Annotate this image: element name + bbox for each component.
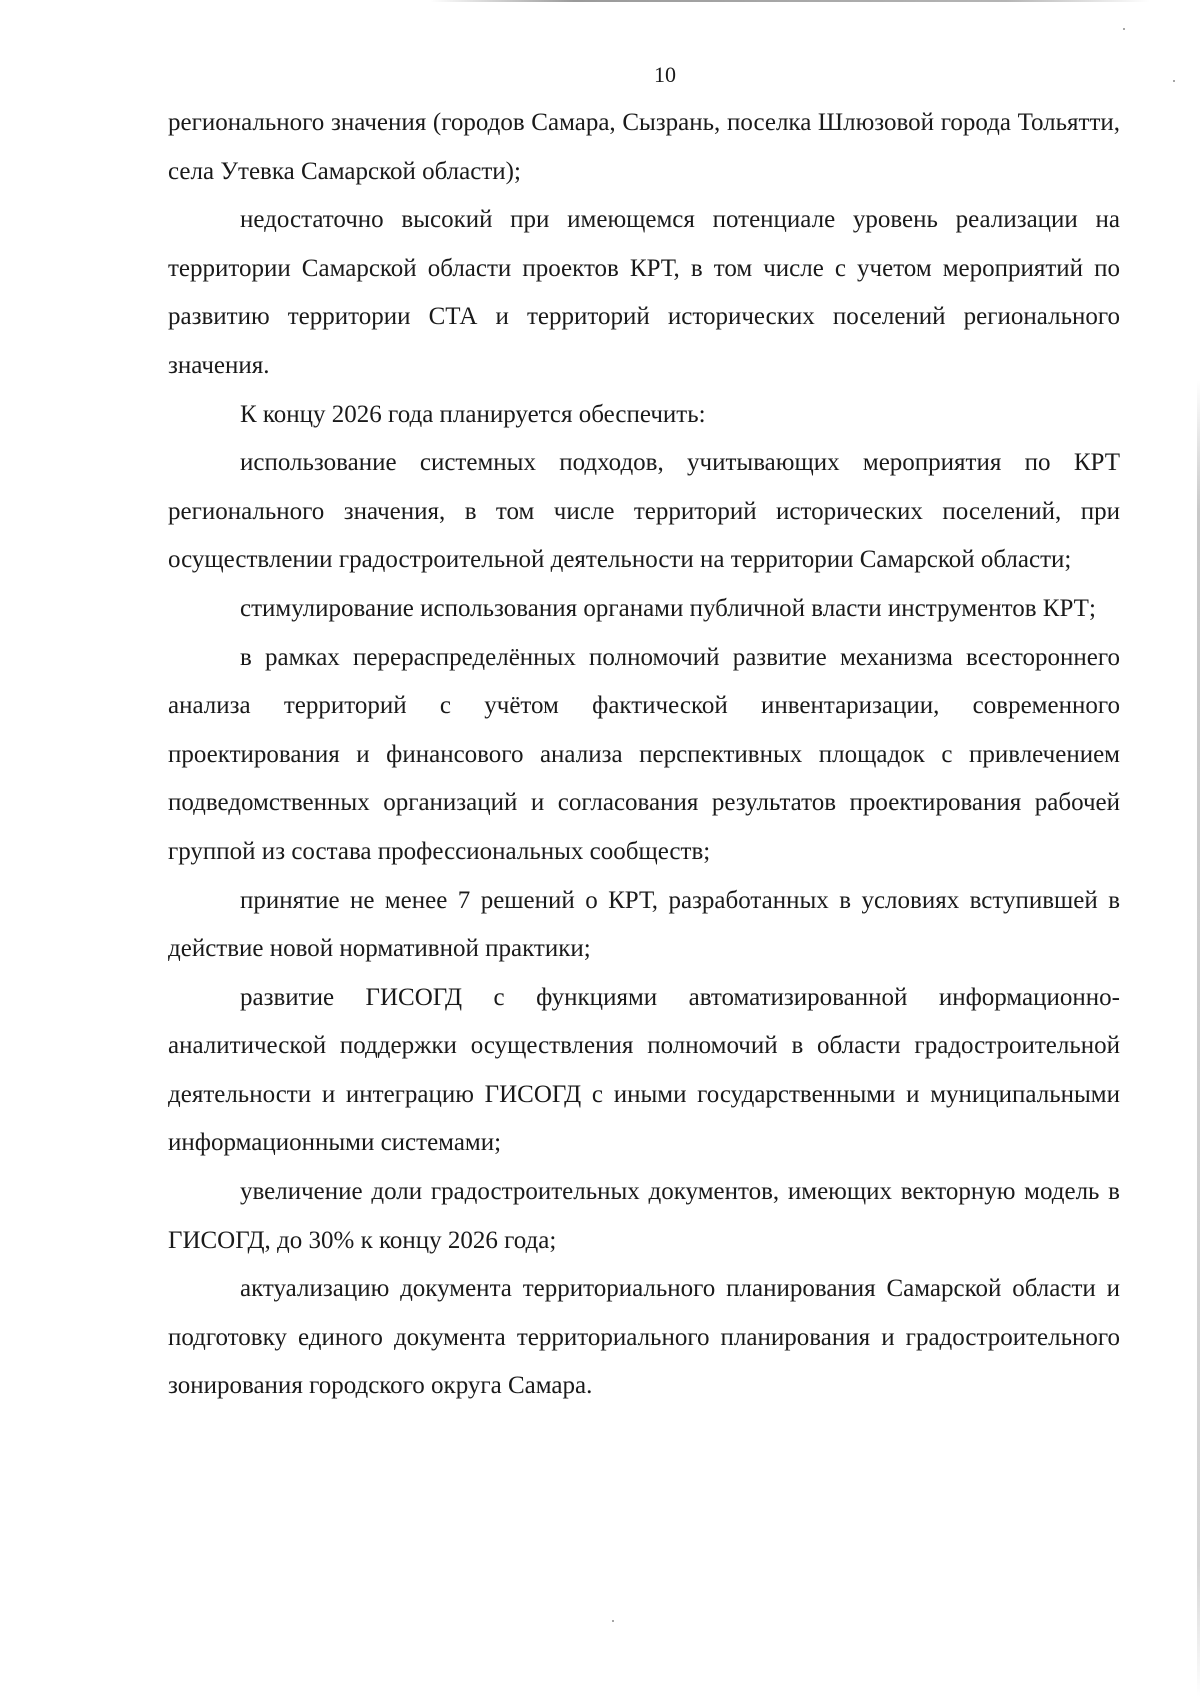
list-item: увеличение доли градостроительных документов, имеющих векторную модель в ГИСОГД, до 30% к концу 2026 года; (168, 1178, 1120, 1254)
paragraph-lead: К концу 2026 года планируется обеспечить: (240, 400, 706, 428)
page-number: 10 (654, 62, 676, 87)
list-item: использование системных подходов, учитывающих мероприятия по КРТ регионального значения, в том числе территорий исторических поселений, при осуществлении градостроительной деятельности на территории Самарской области; (168, 449, 1120, 574)
scan-speck (1123, 28, 1125, 30)
list-item: актуализацию документа территориального планирования Самарской области и подготовку единого документа территориального планирования и градостроительного зонирования городского округа Самара. (168, 1275, 1120, 1400)
list-item: в рамках перераспределённых полномочий развитие механизма всестороннего анализа территорий с учётом фактической инвентаризации, современного проектирования и финансового анализа перспективных площадок с привлечением подведомственных организаций и согласования результатов проектирования рабочей группой из состава профессиональных сообществ; (168, 643, 1120, 865)
scan-speck (612, 1620, 614, 1622)
paragraph: недостаточно высокий при имеющемся потенциале уровень реализации на территории Самарской области проектов КРТ, в том числе с учетом мероприятий по развитию территории СТА и территорий исторических поселений регионального значения. (168, 206, 1120, 379)
paragraph-continuation: регионального значения (городов Самара, Сызрань, поселка Шлюзовой города Тольятти, села Утевка Самарской области); (168, 109, 1120, 185)
list-item: развитие ГИСОГД с функциями автоматизированной информационно-аналитической поддержки осуществления полномочий в области градостроительной деятельности и интеграцию ГИСОГД с иными государственными и муниципальными информационными системами; (168, 983, 1120, 1157)
document-body (168, 99, 1120, 1411)
list-item: стимулирование использования органами публичной власти инструментов КРТ; (240, 594, 1096, 622)
scan-edge-top (430, 0, 1150, 2)
list-item: принятие не менее 7 решений о КРТ, разработанных в условиях вступившей в действие новой нормативной практики; (168, 886, 1120, 963)
